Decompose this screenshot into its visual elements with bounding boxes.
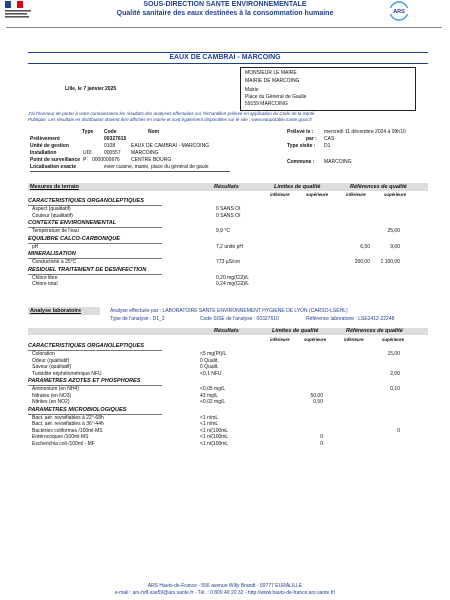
param-name: Chlore libre xyxy=(32,274,58,281)
param-name: Température de l'eau xyxy=(32,228,79,234)
result-value: <1 n/(100mL xyxy=(200,427,229,434)
result-value: <1 n/(100mL xyxy=(200,434,229,440)
header-rule xyxy=(6,27,442,28)
table-row xyxy=(28,281,428,288)
info-col-nom: Nom xyxy=(148,129,160,135)
reference-inf: 6,50 xyxy=(360,243,370,250)
info-col-code: Code xyxy=(104,129,117,135)
psv-code: 0000000676 xyxy=(92,157,120,163)
param-name: Couleur (qualitatif) xyxy=(32,212,73,219)
param-name: pH xyxy=(32,243,39,250)
section-title: CARACTERISTIQUES ORGANOLEPTIQUES xyxy=(28,343,144,349)
param-name: Conductivité à 25°C xyxy=(32,259,77,265)
banner-title: EAUX DE CAMBRAI - MARCOING xyxy=(169,54,281,61)
section-title: RESIDUEL TRAITEMENT DE DESINFECTION xyxy=(28,266,147,273)
intro-line-2: Publique. Les résultats en distribution doivent être affichés en mairie et sont également disponibles sur le site : www.eaupotable.sante.gouv.fr xyxy=(28,117,313,122)
section-title: PARAMETRES AZOTES ET PHOSPHORES xyxy=(28,378,141,384)
result-value: <5 mg(Pt)/L xyxy=(200,351,227,357)
section-title: EQUILIBRE CALCO-CARBONIQUE xyxy=(28,235,120,242)
loc-underline xyxy=(30,171,230,172)
result-value: 0 SANS OI xyxy=(216,212,241,219)
result-value: <0,02 mg/L xyxy=(200,399,226,405)
limit-sup: 0,50 xyxy=(313,399,323,405)
terrain-sub-ref-inf: inférieure xyxy=(346,192,366,197)
reference-sup: 9,00 xyxy=(390,243,400,250)
address-line-5: 59159 MARCOING xyxy=(245,101,288,107)
psv-nom: CENTRE BOURG xyxy=(131,157,172,163)
terrain-col-resultats: Résultats xyxy=(214,184,239,190)
reference-sup: 15,00 xyxy=(387,351,400,357)
address-line-3: Mairie xyxy=(245,87,259,93)
psv-type: P xyxy=(83,157,87,163)
param-name: Turbidité néphélométrique NFU xyxy=(32,370,102,377)
prelevement-code: 00327615 xyxy=(104,136,127,142)
letter-date: Lille, le 7 janvier 2025 xyxy=(65,86,117,92)
udg-code: 0108 xyxy=(104,143,116,149)
preleve-label: Prélevé le : xyxy=(287,129,314,135)
terrain-sub-lim-inf: inférieure xyxy=(270,192,290,197)
labo-col-resultats: Résultats xyxy=(214,328,239,334)
labo-heading: Analyse laboratoire xyxy=(30,308,82,314)
terrain-heading: Mesures de terrain xyxy=(30,184,79,190)
labo-analyse-par: Analyse effectuée par : LABORATOIRE SANTE ENVIRONNEMENT HYGIENE DE LYON (CARSO-LSEHL) xyxy=(110,308,348,314)
prelevement-label: Prélèvement xyxy=(30,136,60,142)
banner-bottom-rule xyxy=(28,63,428,64)
reference-inf: 200,00 xyxy=(354,259,370,265)
loc-label: Localisation exacte xyxy=(30,164,77,170)
labo-col-references: Références de qualité xyxy=(346,328,403,334)
labo-sub-ref-sup: supérieure xyxy=(382,337,404,342)
result-value: <1 n/mL xyxy=(200,414,219,421)
install-type: UDI xyxy=(83,150,92,156)
param-name: Entérocoques /100ml-MS xyxy=(32,434,89,440)
install-label: Installation xyxy=(30,150,57,156)
recipient-address-box xyxy=(240,67,416,111)
limit-sup: 50,00 xyxy=(310,392,323,399)
table-row xyxy=(28,228,428,235)
intro-line-1: J'ai l'honneur de porter à votre connaissance les résultats des analyses effectuées sur l'échantillon prélevé en application du Code de la Santé xyxy=(28,111,315,116)
param-name: Ammonium (en NH4) xyxy=(32,386,79,392)
table-row xyxy=(28,259,428,266)
svg-text:ARS: ARS xyxy=(393,9,405,15)
commune-label: Commune : xyxy=(287,159,315,165)
loc-value: évier cuisine, mairie, place du général de gaule xyxy=(104,164,209,170)
param-name: Saveur (qualitatif) xyxy=(32,364,72,370)
param-name: Bactéries coliformes /100ml-MS xyxy=(32,427,103,434)
footer-line-1: ARS Hauts-de-France - 556 avenue Willy Brandt - 59777 EURALILLE xyxy=(147,583,303,589)
param-name: Chlore total xyxy=(32,281,58,287)
table-row xyxy=(28,399,428,406)
limit-sup: 0 xyxy=(320,440,323,447)
terrain-sub-ref-sup: supérieure xyxy=(384,192,406,197)
info-col-type: Type xyxy=(82,129,94,135)
param-name: Aspect (qualitatif) xyxy=(32,206,71,212)
install-nom: MARCOING xyxy=(131,150,159,156)
result-value: 9,9 °C xyxy=(216,228,230,234)
result-value: <0,05 mg/L xyxy=(200,386,226,392)
result-value: 43 mg/L xyxy=(200,392,219,399)
param-name: Nitrites (en NO2) xyxy=(32,399,70,405)
result-value: <0,1 NFU xyxy=(200,370,222,377)
labo-sub-ref-inf: inférieure xyxy=(344,337,364,342)
param-name: Bact. aér. revivifiables à 22°-68h xyxy=(32,414,104,421)
terrain-col-limites: Limites de qualité xyxy=(274,184,321,190)
psv-label: Point de surveillance xyxy=(30,157,81,163)
reference-sup: 0 xyxy=(397,427,400,434)
address-line-4: Place du Général de Gaulle xyxy=(245,94,307,100)
reference-sup: 25,00 xyxy=(387,228,400,234)
terrain-col-references: Références de qualité xyxy=(350,184,407,190)
install-code: 000557 xyxy=(104,150,121,156)
table-row xyxy=(28,441,428,448)
terrain-sub-lim-sup: supérieure xyxy=(306,192,328,197)
udg-nom: EAUX DE CAMBRAI - MARCOING xyxy=(131,143,210,149)
address-line-2: MAIRIE DE MARCOING xyxy=(245,78,300,84)
result-value: 0 Qualit. xyxy=(200,357,219,364)
par-label: par : xyxy=(306,136,317,142)
param-name: Odeur (qualitatif) xyxy=(32,357,70,364)
param-name: Bact. aér. revivifiables à 36°-44h xyxy=(32,421,104,427)
section-title: CONTEXTE ENVIRONNEMENTAL xyxy=(28,220,117,226)
reference-sup: 2,00 xyxy=(390,370,400,377)
section-title: CARACTERISTIQUES ORGANOLEPTIQUES xyxy=(28,198,144,204)
param-name: Escherichia coli /100ml - MF xyxy=(32,440,95,447)
header-title-1: SOUS-DIRECTION SANTE ENVIRONNEMENTALE xyxy=(143,1,307,8)
result-value: 0 Qualit. xyxy=(200,364,219,370)
labo-code-sise: Code SISE de l'analyse : 00327610 xyxy=(200,316,279,322)
table-row xyxy=(28,244,428,251)
address-line-1: MONSIEUR LE MAIRE xyxy=(245,70,297,76)
labo-sub-lim-sup: supérieure xyxy=(304,337,326,342)
reference-sup: 1 100,00 xyxy=(380,259,400,265)
par-value: CAS xyxy=(324,136,335,142)
result-value: 0 SANS OI xyxy=(216,206,241,212)
result-value: <1 n/(100mL xyxy=(200,440,229,447)
labo-type-analyse: Type de l'analyse : D1_2 xyxy=(110,316,165,322)
section-title: PARAMETRES MICROBIOLOGIQUES xyxy=(28,406,127,413)
header-title-2: Qualité sanitaire des eaux destinées à la consommation humaine xyxy=(116,10,334,17)
reference-sup: 0,10 xyxy=(390,386,400,392)
labo-sub-lim-inf: inférieure xyxy=(270,337,290,342)
param-name: Nitrates (en NO3) xyxy=(32,392,72,399)
typevisite-label: Type visite : xyxy=(287,143,316,149)
typevisite-value: D1 xyxy=(324,143,331,149)
udg-label: Unité de gestion xyxy=(30,143,69,149)
table-row xyxy=(28,213,428,220)
param-name: Coloration xyxy=(32,351,55,357)
ars-logo xyxy=(374,0,424,22)
result-value: 773 µS/cm xyxy=(216,259,241,265)
labo-col-limites: Limites de qualité xyxy=(272,328,319,334)
result-value: 7,2 unité pH xyxy=(216,243,243,250)
labo-ref-labo: Référence laboratoire : LSE2412-22248 xyxy=(306,316,395,322)
footer-line-2: e-mail : ars-hdf-sse59@ars.sante.fr - Tél. : 0 809 40 20 32 - http://www.hauts-de-france.ars.sante.fr/ xyxy=(114,590,336,596)
table-row xyxy=(28,371,428,378)
banner-top-rule xyxy=(28,52,428,53)
result-value: 0,20 mg(Cl2)/L xyxy=(216,274,250,281)
commune-value: MARCOING xyxy=(324,159,352,165)
result-value: 0,24 mg(Cl2)/L xyxy=(216,281,250,287)
result-value: <1 n/mL xyxy=(200,421,219,427)
ars-logo-icon xyxy=(374,0,424,22)
limit-sup: 0 xyxy=(320,434,323,440)
preleve-value: mercredi 11 décembre 2024 à 09h10 xyxy=(324,129,406,135)
section-title: MINERALISATION xyxy=(28,251,76,257)
